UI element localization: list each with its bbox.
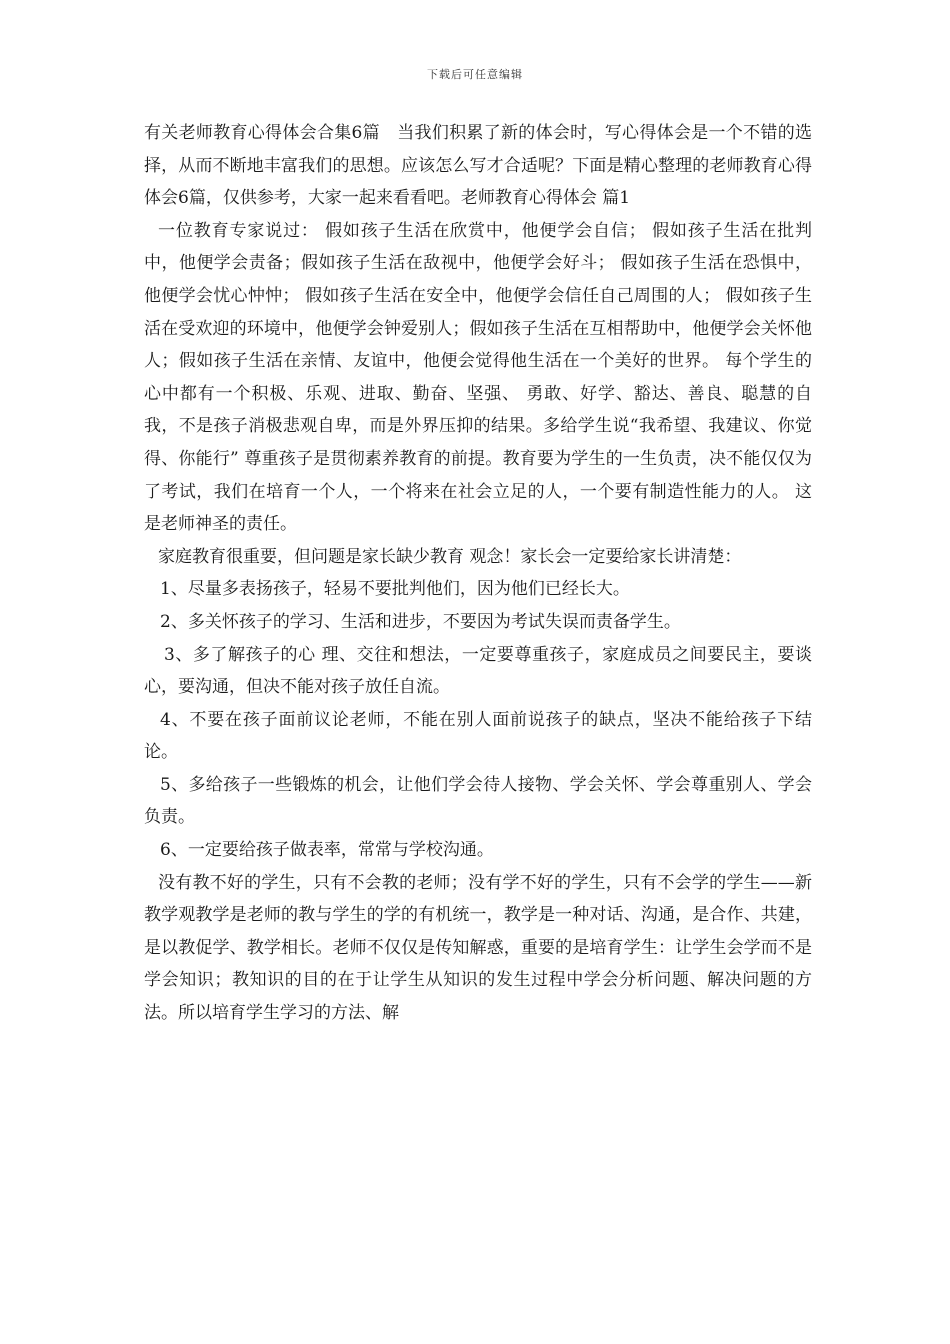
body-paragraph-teaching-view: 没有教不好的学生，只有不会教的老师；没有学不好的学生，只有不会学的学生——新教学观教学是老师的教与学生的学的有机统一，教学是一种对话、沟通，是合作、共建，是以教促学、教学相长。老师不仅仅是传知解惑，重要的是培育学生：让学生会学而不是学会知识；教知识的目的在于让学生从知识的发生过程中学会分析问题、解决问题的方法。所以培育学生学习的方法、解: [144, 872, 812, 1024]
body-paragraph-family-education: 家庭教育很重要，但问题是家长缺少教育 观念！家长会一定要给家长讲清楚：: [158, 546, 742, 567]
list-item-6: 6、一定要给孩子做表率，常常与学校沟通。: [160, 840, 494, 861]
list-item-5: 5、多给孩子一些锻炼的机会，让他们学会待人接物、学会关怀、学会尊重别人、学会负责。: [144, 774, 812, 828]
body-paragraph-expert-quote: 一位教育专家说过： 假如孩子生活在欣赏中，他便学会自信； 假如孩子生活在批判中，他便学会责备；假如孩子生活在敌视中，他便学会好斗； 假如孩子生活在恐惧中，他便学会忧心忡忡； 假如孩子生活在安全中，他便学会信任自己周围的人； 假如孩子生活在受欢迎的环境中，他便学会钟爱别人；假如孩子生活在互相帮助中，他便学会关怀他人；假如孩子生活在亲情、友谊中，他便会觉得他生活在一个美好的世界。 每个学生的心中都有一个积极、乐观、进取、勤奋、坚强、 勇敢、好学、豁达、善良、聪慧的自我，不是孩子消极悲观自卑，而是外界压抑的结果。多给学生说“我希望、我建议、你觉得、你能行” 尊重孩子是贯彻素养教育的前提。教育要为学生的一生负责，决不能仅仅为了考试，我们在培育一个人，一个将来在社会立足的人，一个要有制造性能力的人。 这是老师神圣的责任。: [144, 220, 812, 535]
list-item-2: 2、多关怀孩子的学习、生活和进步，不要因为考试失误而责备学生。: [160, 611, 681, 632]
document-body: [144, 117, 812, 1030]
page-header-note: 下载后可任意编辑: [427, 68, 523, 81]
list-item-3: 3、多了解孩子的心 理、交往和想法，一定要尊重孩子，家庭成员之间要民主，要谈心，要沟通，但决不能对孩子放任自流。: [144, 644, 812, 698]
list-item-4: 4、不要在孩子面前议论老师，不能在别人面前说孩子的缺点，坚决不能给孩子下结论。: [144, 709, 812, 763]
intro-paragraph: 有关老师教育心得体会合集6篇 当我们积累了新的体会时，写心得体会是一个不错的选择，从而不断地丰富我们的思想。应该怎么写才合适呢？下面是精心整理的老师教育心得体会6篇，仅供参考，大家一起来看看吧。老师教育心得体会 篇1: [144, 123, 812, 209]
list-item-1: 1、尽量多表扬孩子，轻易不要批判他们，因为他们已经长大。: [160, 579, 630, 600]
